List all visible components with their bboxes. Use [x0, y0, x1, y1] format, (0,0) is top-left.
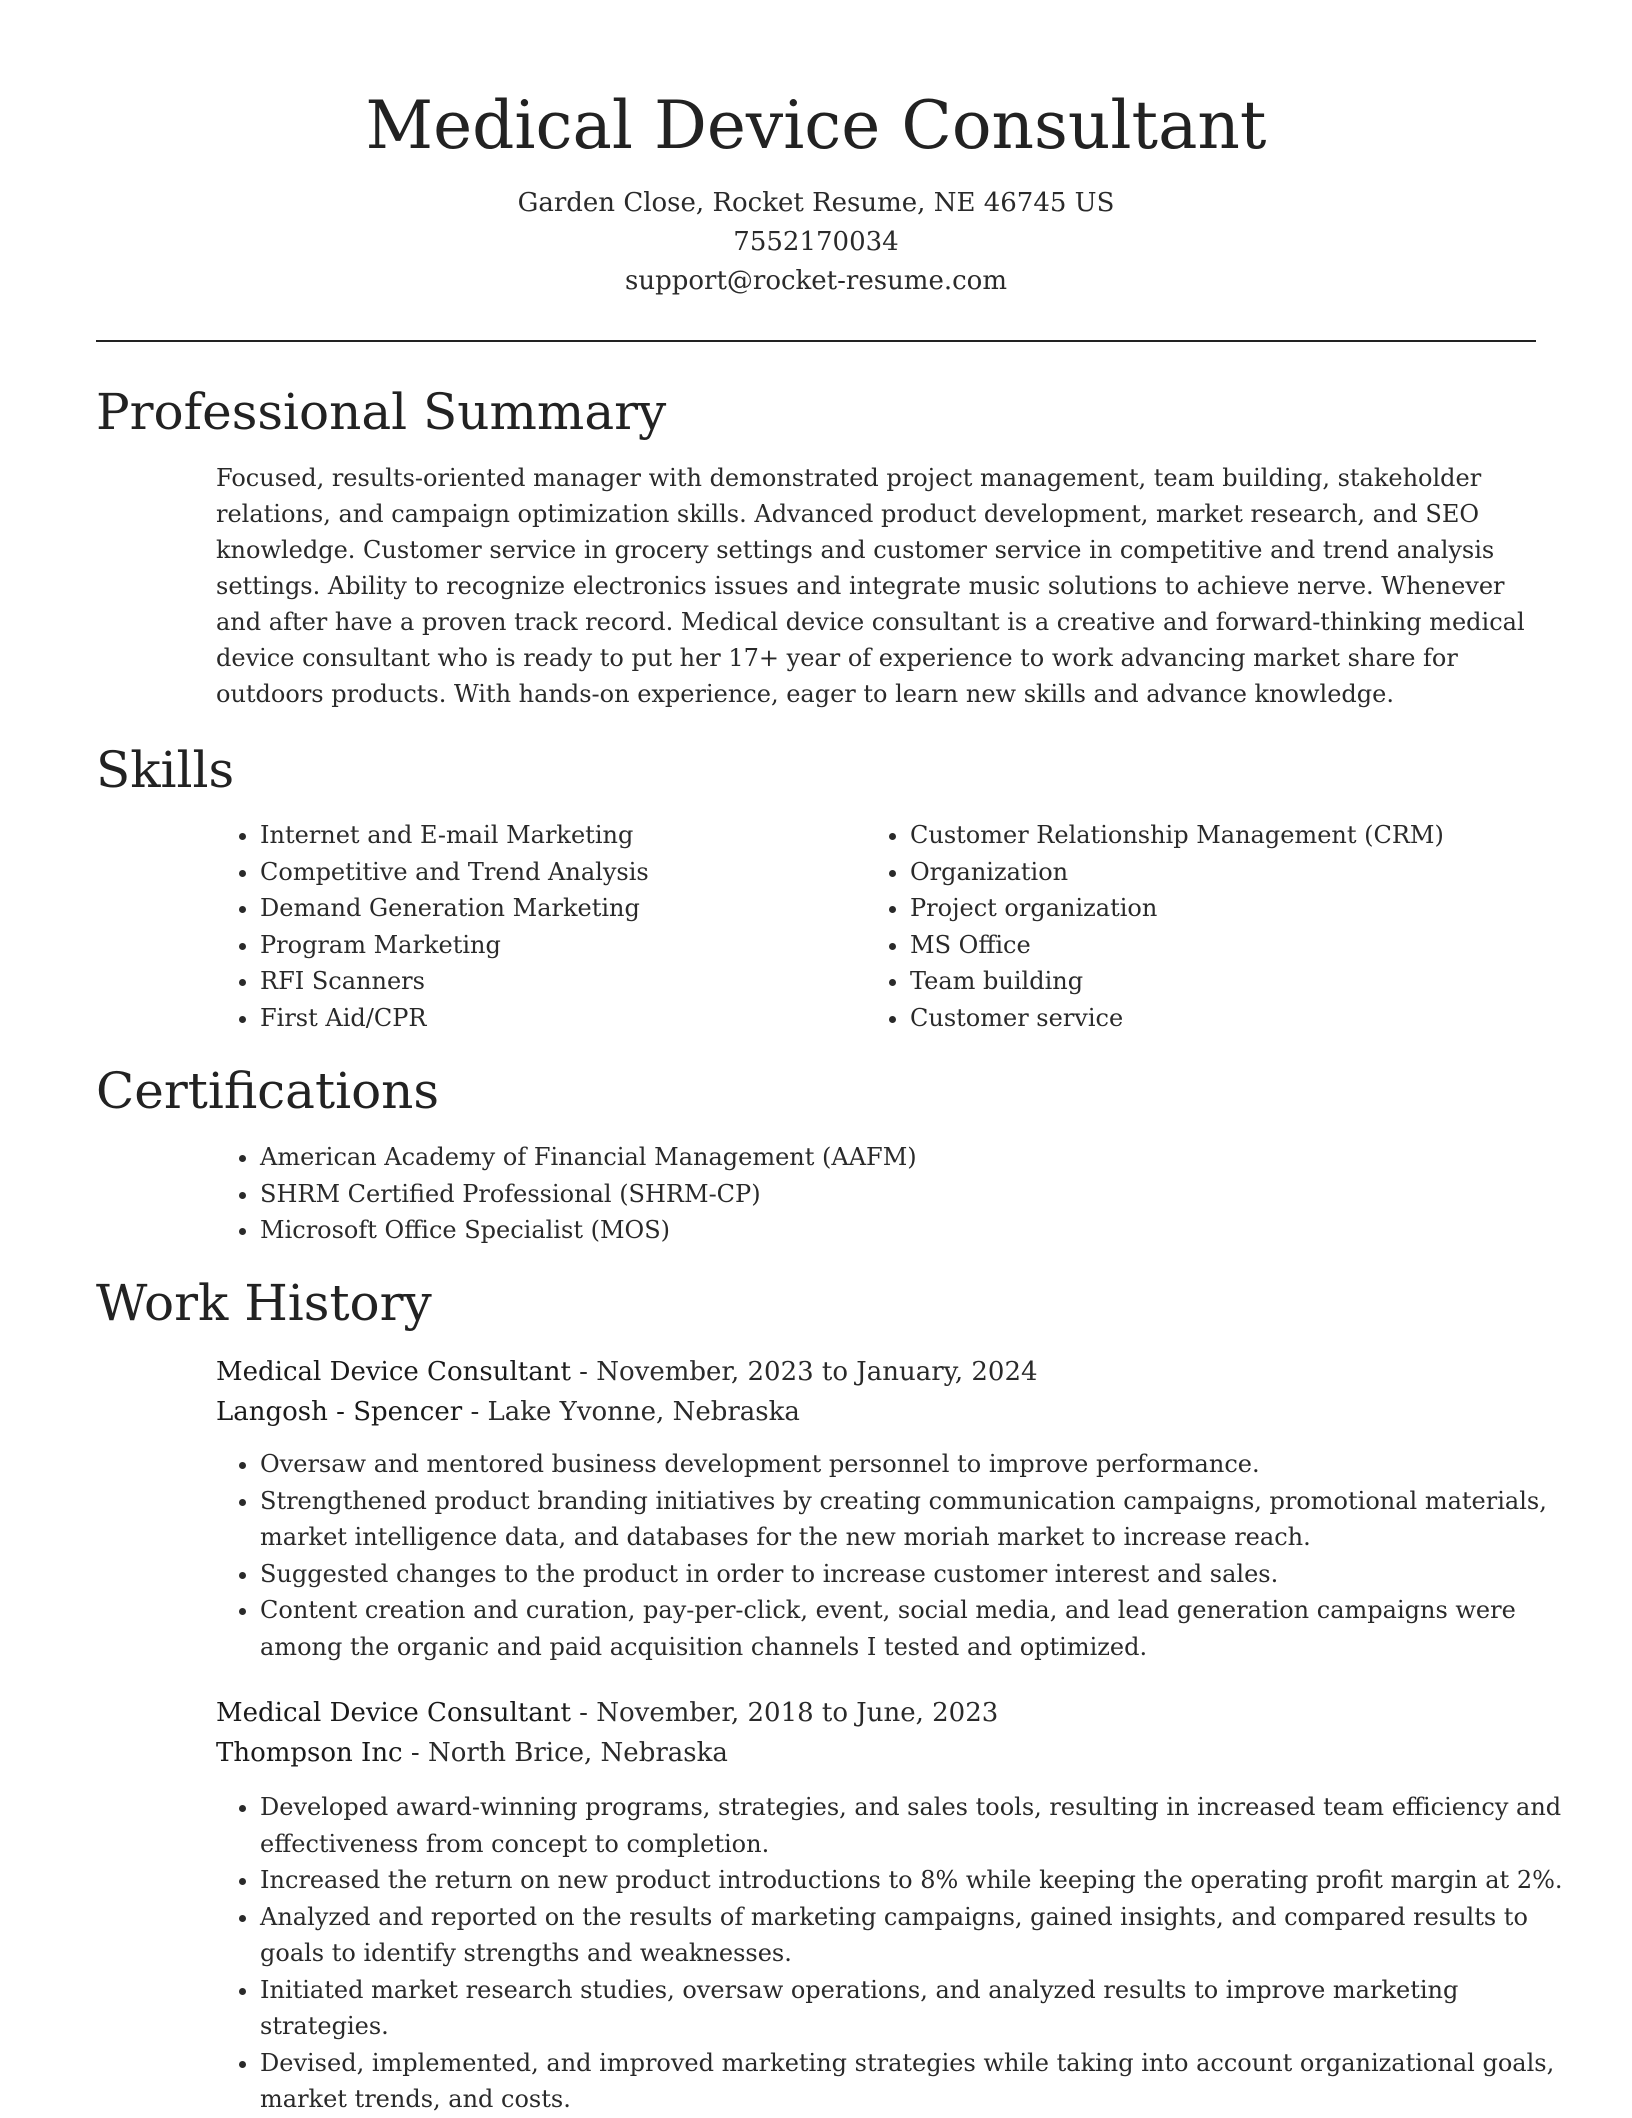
contact-block: [0, 184, 1632, 301]
job-2-title-line: [216, 1693, 1536, 1733]
list-item: • Devised, implemented, and improved marketing strategies while taking into account organizational goals, market trends, and costs.: [260, 2045, 1580, 2118]
list-item: • Internet and E-mail Marketing: [260, 817, 860, 854]
list-item: • Analyzed and reported on the results of marketing campaigns, gained insights, and compared results to goals to identify strengths and weaknesses.: [260, 1899, 1580, 1972]
list-item: • Organization: [910, 854, 1580, 891]
skills-heading: Skills: [96, 741, 235, 799]
list-item: • Content creation and curation, pay-per-click, event, social media, and lead generation campaigns were among the organic and paid acquisition channels I tested and optimized.: [260, 1592, 1580, 1665]
list-item: • MS Office: [910, 927, 1580, 964]
candidate-name: Medical Device Consultant: [365, 87, 1267, 164]
list-item: • RFI Scanners: [260, 963, 860, 1000]
phone-line: 7552170034: [733, 227, 899, 257]
work-history-heading: Work History: [96, 1274, 432, 1332]
job-2-location: - North Brice, Nebraska: [402, 1738, 728, 1768]
list-item: • Program Marketing: [260, 927, 860, 964]
list-item: • Project organization: [910, 890, 1580, 927]
job-2-bullets: [216, 1789, 1580, 2118]
address-line: Garden Close, Rocket Resume, NE 46745 US: [517, 188, 1115, 218]
list-item: • Initiated market research studies, oversaw operations, and analyzed results to improve marketing strategies.: [260, 1972, 1580, 2045]
list-item: • SHRM Certified Professional (SHRM-CP): [260, 1176, 1580, 1213]
email-line: support@rocket-resume.com: [624, 266, 1007, 296]
job-1-location: - Lake Yvonne, Nebraska: [462, 1397, 800, 1427]
summary-heading: Professional Summary: [96, 383, 667, 441]
job-2-company: Thompson Inc: [216, 1738, 403, 1768]
job-1-dates: - November, 2023 to January, 2024: [570, 1357, 1038, 1387]
list-item: • Suggested changes to the product in order to increase customer interest and sales.: [260, 1556, 1580, 1593]
list-item: • American Academy of Financial Management (AAFM): [260, 1139, 1580, 1176]
certifications-heading: Certifications: [96, 1062, 440, 1120]
list-item: • Competitive and Trend Analysis: [260, 854, 860, 891]
list-item: • Customer service: [910, 1000, 1580, 1037]
list-item: • Increased the return on new product introductions to 8% while keeping the operating profit margin at 2%.: [260, 1862, 1580, 1899]
list-item: • First Aid/CPR: [260, 1000, 860, 1037]
list-item: • Oversaw and mentored business development personnel to improve performance.: [260, 1446, 1580, 1483]
list-item: • Strengthened product branding initiatives by creating communication campaigns, promotional materials, market intelligence data, and databases for the new moriah market to increase reach.: [260, 1483, 1580, 1556]
summary-text: Focused, results-oriented manager with demonstrated project management, team building, stakeholder relations, and campaign optimization skills. Advanced product development, market research, and SEO knowledge. Customer service in grocery settings and customer service in competitive and trend analysis settings. Ability to recognize electronics issues and integrate music solutions to achieve nerve. Whenever and after have a proven track record. Medical device consultant is a creative and forward-thinking medical device consultant who is ready to put her 17+ year of experience to work advancing market share for outdoors products. With hands-on experience, eager to learn new skills and advance knowledge.: [216, 464, 1525, 708]
certifications-list: [216, 1139, 1580, 1249]
job-1-bullets: [216, 1446, 1580, 1665]
list-item: • Developed award-winning programs, strategies, and sales tools, resulting in increased team efficiency and effectiveness from concept to completion.: [260, 1789, 1580, 1862]
job-1-role: Medical Device Consultant: [216, 1357, 571, 1387]
job-2-dates: - November, 2018 to June, 2023: [570, 1698, 999, 1728]
list-item: • Customer Relationship Management (CRM): [910, 817, 1580, 854]
job-1-company-line: [216, 1392, 1536, 1432]
list-item: • Demand Generation Marketing: [260, 890, 860, 927]
header-divider: [96, 340, 1536, 342]
job-2-role: Medical Device Consultant: [216, 1698, 571, 1728]
skills-list-right: [866, 817, 1580, 1036]
list-item: • Team building: [910, 963, 1580, 1000]
job-1-title-line: [216, 1352, 1536, 1392]
list-item: • Microsoft Office Specialist (MOS): [260, 1212, 1580, 1249]
job-2-company-line: [216, 1733, 1536, 1773]
skills-list-left: [216, 817, 860, 1036]
resume-header: [0, 0, 1632, 301]
job-1-company: Langosh - Spencer: [216, 1397, 463, 1427]
